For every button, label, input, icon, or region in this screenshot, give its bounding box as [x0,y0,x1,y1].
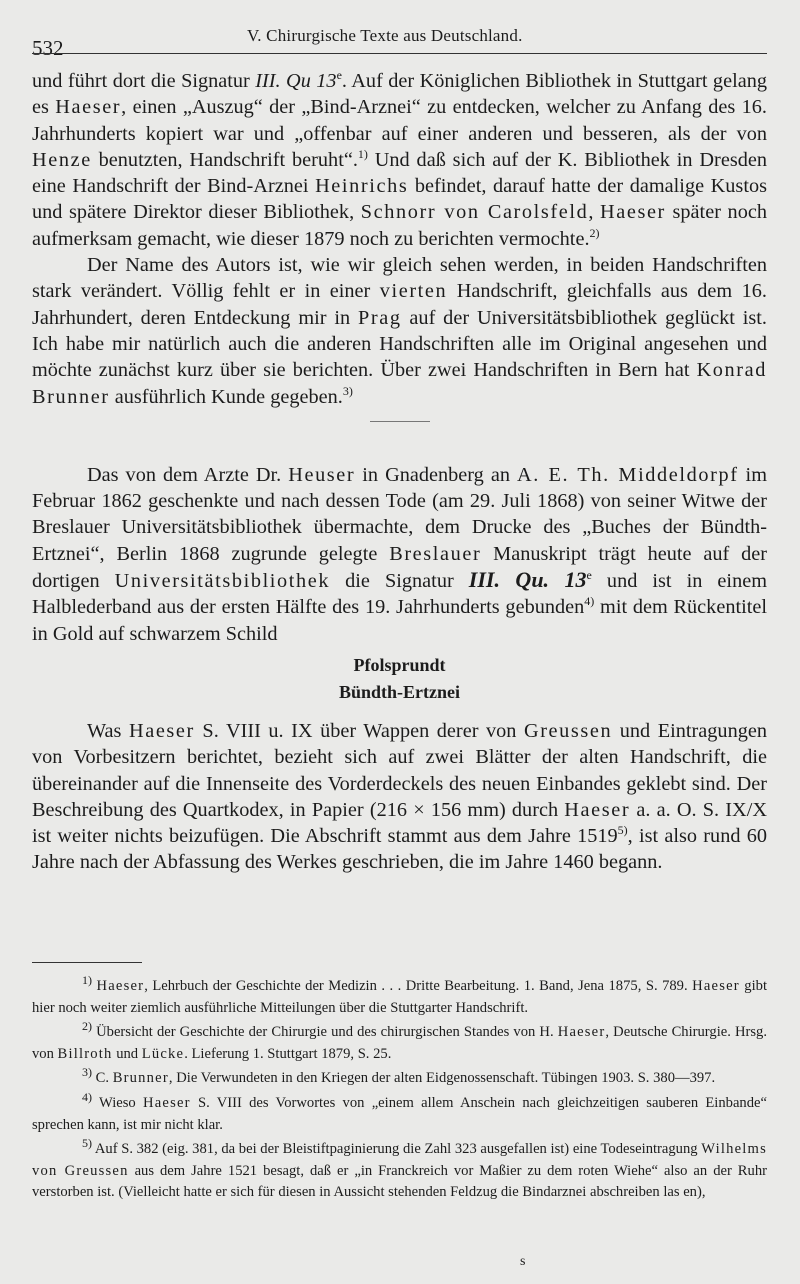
paragraph-4: Was Haeser S. VIII u. IX über Wappen derer von Greussen und Eintragungen von Vorbesitzern berichtet, bezieht sich auf zwei Blätter der alten Handschrift, die übereinander auf die Innenseite des Vorderdeckels des neuen Einbandes geklebt sind. Der Beschreibung des Quartkodex, in Papier (216 × 156 mm) durch Haeser a. a. O. S. IX/X ist weiter nichts beizufügen. Die Abschrift stammt aus dem Jahre 1519$^{5)}$, ist also rund 60 Jahre nach der Abfassung des Werkes geschrieben, die im Jahre 1460 begann. [32,719,768,874]
person-name: Haeser [600,201,666,224]
footnote-1: $^{1)}$ Haeser, Lehrbuch der Geschichte der Medizin . . . Dritte Bearbeitung. 1. Band, Jena 1875, S. 789. Haeser gibt hier noch weiter ziemlich ausführliche Mitteilungen über die Stuttgarter Handschrift. [32,973,767,1016]
footnote-rule [32,962,142,963]
page-number: 532 [32,36,64,60]
footnote-2: $^{2)}$ Übersicht der Geschichte der Chirurgie und des chirurgischen Standes von H. Haeser, Deutsche Chirurgie. Hrsg. von Billroth und Lücke. Lieferung 1. Stuttgart 1879, S. 25. [32,1019,768,1062]
footnote-3: $^{3)}$ C. Brunner, Die Verwundeten in den Kriegen der alten Eidgenossenschaft. Tübingen 1903. S. 380—397. [82,1065,716,1087]
person-name: Schnorr von Carolsfeld [360,201,589,224]
person-name: Haeser [564,798,631,821]
page-header [32,24,767,60]
running-title: V. Chirurgische Texte aus Deutschland. [247,26,523,45]
person-name: Heinrichs [315,175,409,198]
book-title-block [32,652,767,706]
title-line-1: Pfolsprundt [353,654,446,675]
main-text [32,68,767,876]
section-divider [370,421,430,422]
footnote-ref: 5) [617,823,628,838]
title-line-2: Bündth-Ertznei [338,681,461,702]
paragraph-3: Das von dem Arzte Dr. Heuser in Gnadenberg an A. E. Th. Middeldorpf im Februar 1862 geschenkte und nach dessen Tode (am 29. Juli 1868) von seiner Witwe der Breslauer Universitätsbibliothek übermachte, dem Drucke des „Buches der Bündth-Ertznei“, Berlin 1868 zugrunde gelegte Breslauer Manuskript trägt heute auf der dortigen Universitätsbibliothek die Signatur III. Qu. 13e und ist in einem Halblederband aus der ersten Hälfte des 19. Jahrhunderts gebunden$^{4)}$ mit dem Rückentitel in Gold auf schwarzem Schild [32,463,768,645]
header-rule [32,53,767,54]
footnote-ref: 2) [589,226,600,241]
paragraph-1: und führt dort die Signatur III. Qu 13e. Auf der Königlichen Bibliothek in Stuttgart gelang es Haeser, einen „Auszug“ der „Bind-Arznei“ zu entdecken, welcher zu Anfang des 16. Jahrhunderts kopiert war und „offenbar auf einer anderen und besseren, als der von Henze benutzten, Handschrift beruht“.$^{1)}$ Und daß sich auf der K. Bibliothek in Dresden eine Handschrift der Bind-Arznei Heinrichs befindet, darauf hatte der damalige Kustos und spätere Direktor dieser Bibliothek, Schnorr von Carolsfeld, Haeser später noch aufmerksam gemacht, wie dieser 1879 noch zu berichten vermochte.$^{2)}$ [32,68,768,250]
footnote-ref: 3) [342,383,353,398]
footnote-ref: 4) [584,594,595,609]
footnote-4: $^{4)}$ Wieso Haeser S. VIII des Vorwortes von „einem allem Anschein nach gleichzeitigen sauberen Einbande“ sprechen kann, ist mir nicht klar. [32,1090,767,1133]
footnotes [32,973,768,1207]
paragraph-2: Der Name des Autors ist, wie wir gleich sehen werden, in beiden Handschriften stark verändert. Völlig fehlt er in einer vierten Handschrift, gleichfalls aus dem 16. Jahrhundert, deren Entdeckung mir in Prag auf der Universitätsbibliothek geglückt ist. Ich habe mir natürlich auch die anderen Handschriften alle im Original angesehen und möchte zunächst kurz über sie berichten. Über zwei Handschriften in Bern hat Konrad Brunner ausführlich Kunde gegeben.$^{3)}$ [32,254,767,408]
person-name: Haeser [55,96,122,119]
signature-ref: III. Qu 13 [255,70,337,92]
person-name: Henze [32,148,92,171]
footnote-5: $^{5)}$ Auf S. 382 (eig. 381, da bei der Bleistiftpaginierung die Zahl 323 ausgefallen ist) eine Todeseintragung Wilhelms von Greussen aus dem Jahre 1521 besagt, daß er „in Franckreich vor Maßier zu dem roten Wiehe“ also an der Ruhr verstorben ist. (Vielleicht hatte er sich für diesen in Aussicht stehenden Feldzug die Bindarznei abschreiben las en), [32,1136,767,1201]
signature-ref: III. Qu. 13 [468,567,587,593]
person-name: Greussen [523,719,613,742]
signature-mark: s [520,1254,526,1269]
person-name: Heuser [288,463,356,486]
person-name: Konrad Brunner [32,359,767,408]
footnote-ref: 1) [357,147,368,162]
person-name: Haeser [128,719,195,742]
person-name: A. E. Th. Middeldorpf [516,463,739,486]
